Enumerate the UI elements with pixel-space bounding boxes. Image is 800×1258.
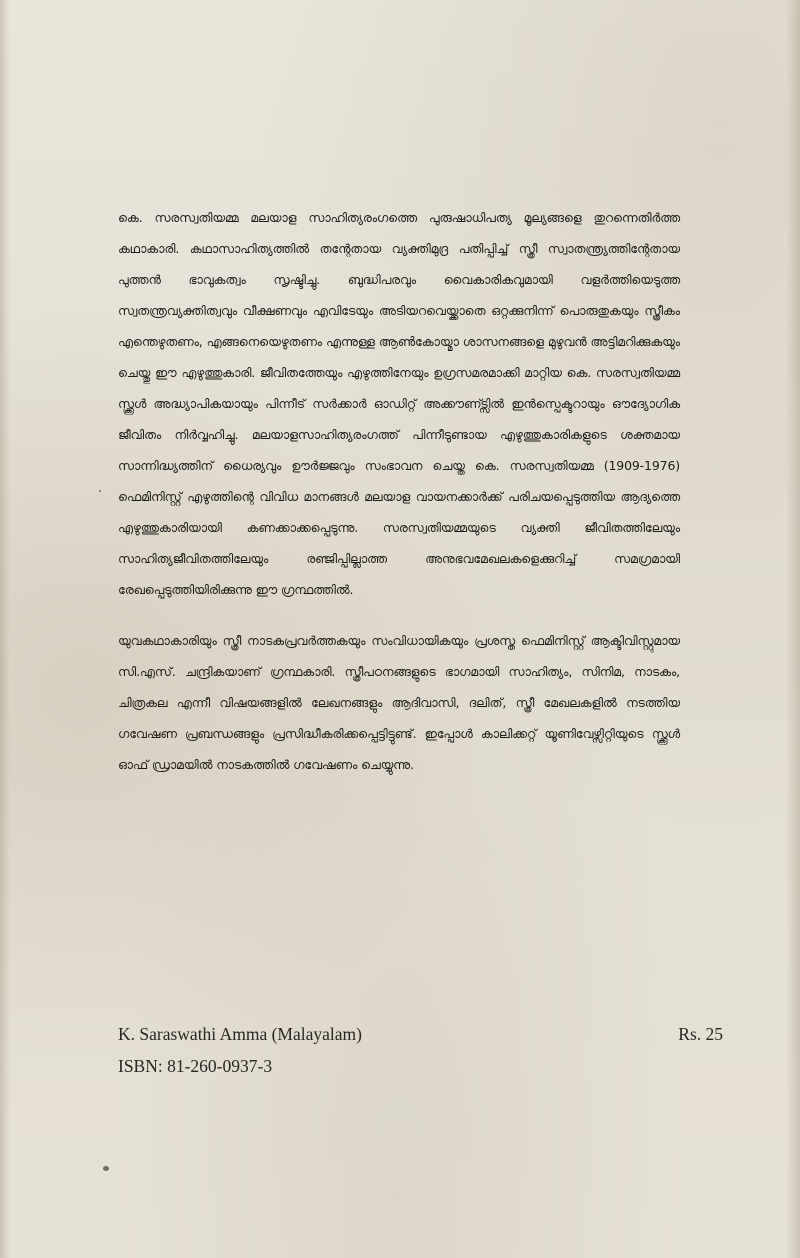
page-edge-right-shadow xyxy=(786,0,800,1258)
blurb-paragraph-about-subject: കെ. സരസ്വതിയമ്മ മലയാള സാഹിത്യരംഗത്തെ പുരുഷാധിപത്യ മൂല്യങ്ങളെ തുറന്നെതിർത്ത കഥാകാരി. കഥാസാഹിത്യത്തിൽ തന്റേതായ വ്യക്തിമുദ്ര പതിപ്പിച്ച് സ്ത്രീ സ്വാതന്ത്ര്യത്തിന്റേതായ പുത്തൻ ഭാവുകത്വം സൃഷ്ടിച്ചു. ബുദ്ധിപരവും വൈകാരികവുമായി വളർത്തിയെടുത്ത സ്വതന്ത്രവ്യക്തിത്വവും വീക്ഷണവും എവിടേയും അടിയറവെയ്ക്കാതെ ഒറ്റക്കുനിന്ന് പൊരുതുകയും സ്ത്രീകം എന്തെഴുതണം, എങ്ങനെയെഴുതണം എന്നുള്ള ആൺകോയ്മാ ശാസനങ്ങളെ മുഴുവൻ അട്ടിമറിക്കുകയും ചെയ്തു ഈ എഴുത്തുകാരി. ജീവിതത്തേയും എഴുത്തിനേയും ഉഗ്രസമരമാക്കി മാറ്റിയ കെ. സരസ്വതിയമ്മ സ്ക്കൂൾ അദ്ധ്യാപികയായും പിന്നീട് സർക്കാർ ഓഡിറ്റ് അക്കൗണ്ട്സിൽ ഇൻസ്പെക്ടറായും ഔദ്യോഗിക ജീവിതം നിർവ്വഹിച്ചു. മലയാളസാഹിത്യരംഗത്ത് പിന്നീടുണ്ടായ എഴുത്തുകാരികളുടെ ശക്തമായ സാന്നിദ്ധ്യത്തിന് ധൈര്യവും ഊർജ്ജവും സംഭാവന ചെയ്ത കെ. സരസ്വതിയമ്മ (1909-1976) ഫെമിനിസ്റ്റ് എഴുത്തിന്റെ വിവിധ മാനങ്ങൾ മലയാള വായനക്കാർക്ക് പരിചയപ്പെടുത്തിയ ആദ്യത്തെ എഴുത്തുകാരിയായി കണക്കാക്കപ്പെടുന്നു. സരസ്വതിയമ്മയുടെ വ്യക്തി ജീവിതത്തിലേയും സാഹിത്യജീവിതത്തിലേയും രഞ്ജിപ്പില്ലാത്ത അനുഭവമേഖലകളെക്കുറിച്ച് സമഗ്രമായി രേഖപ്പെടുത്തിയിരിക്കുന്നു ഈ ഗ്രന്ഥത്തിൽ. xyxy=(118,210,680,597)
book-footer xyxy=(118,1018,723,1082)
footer-isbn-row xyxy=(118,1050,723,1082)
cover-blurb xyxy=(118,202,680,780)
footer-title-row xyxy=(118,1018,723,1050)
book-isbn: ISBN: 81-260-0937-3 xyxy=(118,1056,273,1076)
blurb-paragraph-about-author: യുവകഥാകാരിയും സ്ത്രീ നാടകപ്രവർത്തകയും സംവിധായികയും പ്രശസ്ത ഫെമിനിസ്റ്റ് ആക്ടിവിസ്റ്റുമായ സി.എസ്. ചന്ദ്രികയാണ് ഗ്രന്ഥകാരി. സ്ത്രീപഠനങ്ങളുടെ ഭാഗമായി സാഹിത്യം, സിനിമ, നാടകം, ചിത്രകല എന്നീ വിഷയങ്ങളിൽ ലേഖനങ്ങളും ആദിവാസി, ദലിത്, സ്ത്രീ മേഖലകളിൽ നടത്തിയ ഗവേഷണ പ്രബന്ധങ്ങളും പ്രസിദ്ധീകരിക്കപ്പെട്ടിട്ടുണ്ട്. ഇപ്പോൾ കാലിക്കറ്റ് യൂണിവേഴ്സിറ്റിയുടെ സ്ക്കൂൾ ഓഫ് ഡ്രാമയിൽ നാടകത്തിൽ ഗവേഷണം ചെയ്യുന്നു. xyxy=(118,633,680,772)
ink-spot-mark xyxy=(103,1166,109,1171)
ink-dot-mark xyxy=(99,490,101,492)
page-edge-left-shadow xyxy=(0,0,10,1258)
book-title: K. Saraswathi Amma (Malayalam) xyxy=(118,1024,362,1044)
book-price: Rs. 25 xyxy=(678,1024,723,1044)
